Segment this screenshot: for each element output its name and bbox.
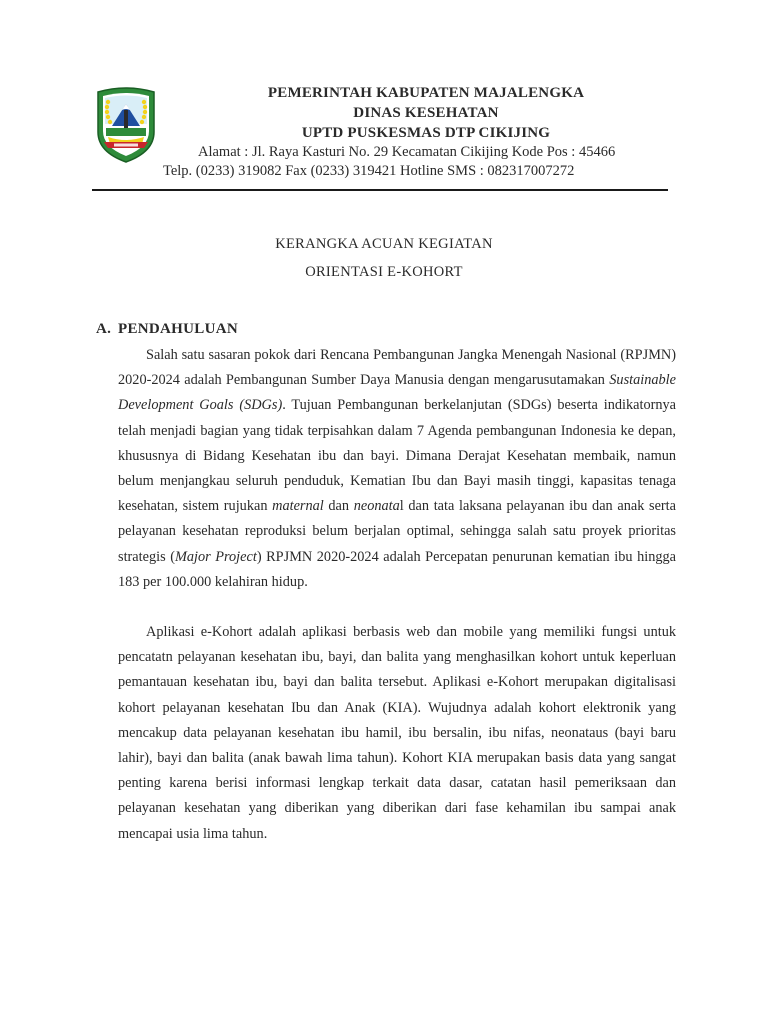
letterhead-government: PEMERINTAH KABUPATEN MAJALENGKA <box>267 85 585 101</box>
paragraph-1-italic-maternal: maternal <box>272 498 324 515</box>
paragraph-1-italic-sdgs: Sustainable Development Goals (SDGs) <box>118 372 676 414</box>
document-title: KERANGKA ACUAN KEGIATAN <box>275 236 493 252</box>
section-heading <box>96 321 238 338</box>
paragraph-1-italic-neonatal: neonata <box>353 498 400 515</box>
paragraph-1 <box>118 343 676 595</box>
section-number: A. <box>96 321 112 337</box>
paragraph-1-text-2: . Tujuan Pembangunan berkelanjutan (SDGs) beserta indikatornya telah menjadi bagian yang tidak terpisahkan dalam 7 Agenda pembangunan Indonesia ke depan, khususnya di Bidang Kesehatan ibu dan bayi. Dimana Derajat Kesehatan membaik, namun belum menjangkau seluruh penduduk, Kematian Ibu dan Bayi masih tinggi, kapasitas tenaga kesehatan, sistem rujukan <box>118 397 676 515</box>
letterhead-divider <box>92 189 668 191</box>
letterhead-address: Alamat : Jl. Raya Kasturi No. 29 Kecamatan Cikijing Kode Pos : 45466 <box>198 144 616 160</box>
section-title: PENDAHULUAN <box>118 321 238 337</box>
paragraph-1-italic-major-project: Major Project <box>174 548 257 565</box>
letterhead-contact: Telp. (0233) 319082 Fax (0233) 319421 Hotline SMS : 082317007272 <box>163 163 575 179</box>
document-subtitle: ORIENTASI E-KOHORT <box>305 264 463 280</box>
paragraph-1-text-3: dan <box>323 498 354 515</box>
paragraph-2: Aplikasi e-Kohort adalah aplikasi berbasis web dan mobile yang memiliki fungsi untuk pencatatn pelayanan kesehatan ibu, bayi, dan balita yang menghasilkan kohort untuk keperluan pemantauan kesehatan ibu, bayi dan balita tersebut. Aplikasi e-Kohort merupakan digitalisasi kohort pelayanan kesehatan Ibu dan Anak (KIA). Wujudnya adalah kohort elektronik yang mencakup data pelayanan kesehatan ibu hamil, ibu bersalin, ibu nifas, neonataus (bayi baru lahir), bayi dan balita (anak bawah lima tahun). Kohort KIA merupakan basis data yang sangat penting karena berisi informasi lengkap terkait data dasar, catatan hasil pemeriksaan dan pelayanan kesehatan yang diberikan yang diberikan dari fase kehamilan ibu sampai anak mencapai usia lima tahun. <box>118 624 676 842</box>
paragraph-1-text-4: l dan tata laksana pelayanan ibu dan anak serta pelayanan kesehatan reproduksi belum berjalan optimal, sehingga salah satu proyek prioritas strategis ( <box>118 498 676 565</box>
letterhead-agency: DINAS KESEHATAN <box>353 105 499 121</box>
paragraph-1-text-5: ) RPJMN 2020-2024 adalah Percepatan penurunan kematian ibu hingga 183 per 100.000 kelahiran hidup. <box>118 548 676 590</box>
paragraph-1-text-1: Salah satu sasaran pokok dari Rencana Pembangunan Jangka Menengah Nasional (RPJMN) 2020-2024 adalah Pembangunan Sumber Daya Manusia dengan mengarusutamakan <box>118 347 676 389</box>
letterhead-unit: UPTD PUSKESMAS DTP CIKIJING <box>301 125 551 141</box>
